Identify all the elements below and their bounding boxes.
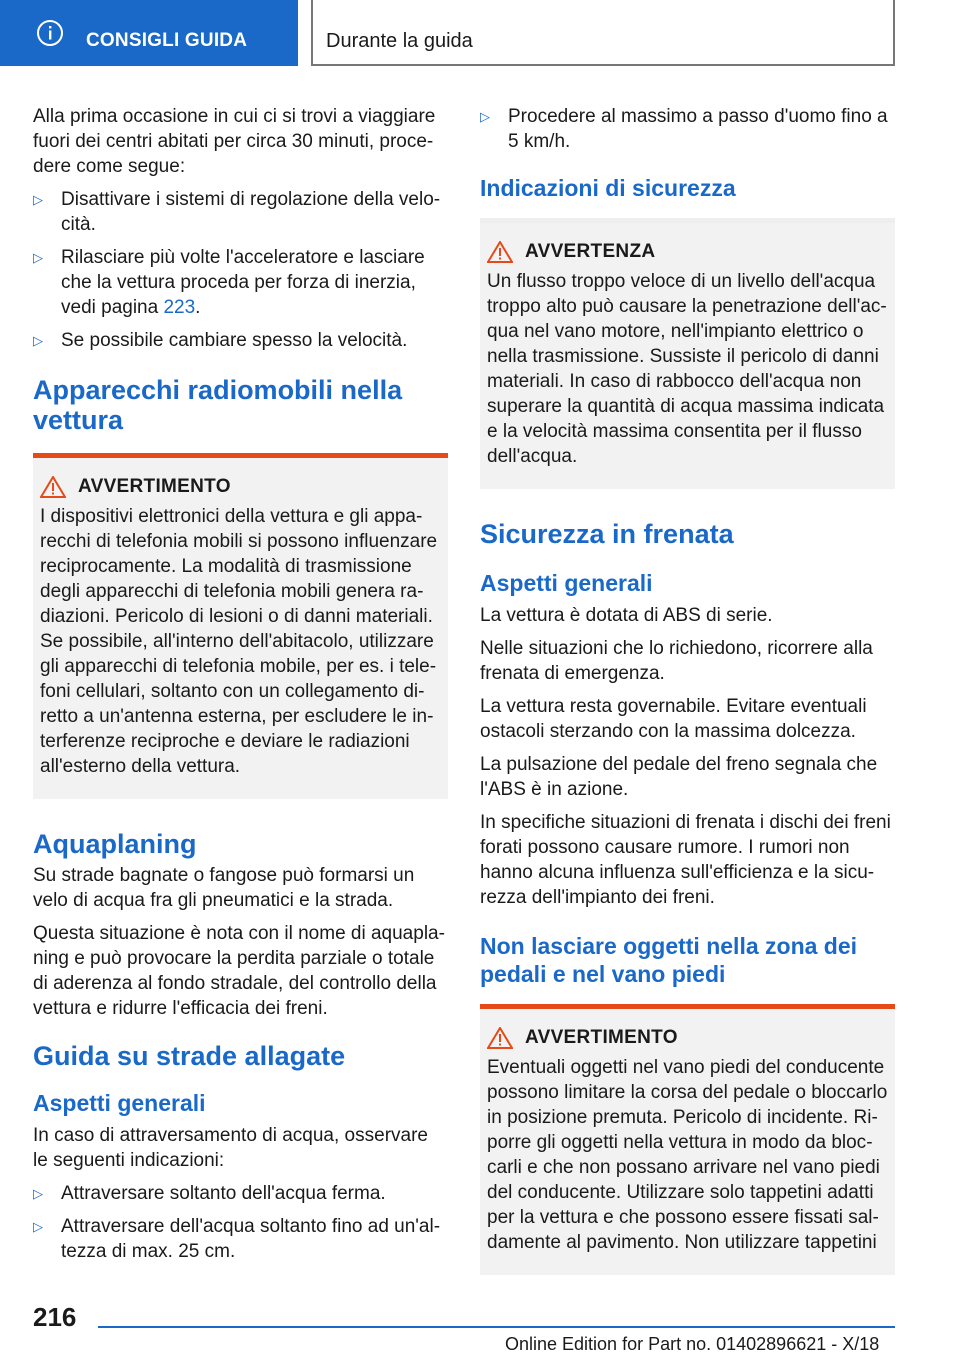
paragraph: Questa situazione è nota con il nome di aquaplaning e può provocare la perdita parziale o totale di aderenza al fondo stradale, del controllo della vettura e ridurre l'efficacia dei freni.	[33, 923, 445, 1019]
list-item: ▷ Rilasciare più volte l'acceleratore e lasciare che la vettura proceda per forza di inerzia, vedi pagina 223.	[33, 247, 425, 318]
heading-safety: Indicazioni di sicurezza	[480, 175, 736, 201]
caution-title: AVVERTENZA	[525, 241, 656, 262]
footer-rule	[98, 1326, 895, 1328]
info-icon	[37, 20, 63, 46]
heading-aquaplaning: Aquaplaning	[33, 829, 197, 859]
bullet-triangle-icon: ▷	[480, 109, 490, 124]
list-item: ▷ Disattivare i sistemi di regolazione della velocità.	[33, 189, 441, 235]
paragraph: La pulsazione del pedale del freno segnala che l'ABS è in azione.	[480, 754, 878, 800]
bullet-triangle-icon: ▷	[33, 333, 43, 348]
paragraph: La vettura è dotata di ABS di serie.	[480, 605, 773, 626]
heading-radio: Apparecchi radiomobili nella vettura	[33, 375, 403, 435]
list-item: ▷ Attraversare dell'acqua soltanto fino ad un'altezza di max. 25 cm.	[33, 1216, 441, 1262]
warning-text: I dispositivi elettronici della vettura e gli apparecchi di telefonia mobili si possono influenzare reciprocamente. La modalità di trasmissione degli apparecchi di telefonia mobili genera radiazioni. Pericolo di lesioni o di danni materiali. Se possibile, all'interno dell'abitacolo, utilizzare gli apparecchi di telefonia mobile, per es. i telefoni cellulari, soltanto con un collegamento diretto a un'antenna esterna, per escludere le interferenze reciproche e deviare le radiazioni all'esterno della vettura.	[40, 506, 438, 777]
paragraph: In caso di attraversamento di acqua, osservare le seguenti indicazioni:	[33, 1125, 428, 1171]
bullet-triangle-icon: ▷	[33, 1186, 43, 1201]
warning-text: Eventuali oggetti nel vano piedi del conducente possono limitare la corsa del pedale o bloccarlo in posizione premuta. Pericolo di incidente. Riporre gli oggetti nella vettura in modo da bloccarli e che non possano arrivare nel vano piedi del conducente. Utilizzare solo tappetini adatti per la vettura e che possono essere fissati saldamente al pavimento. Non utilizzare tappetini	[487, 1057, 888, 1253]
heading-flooded-roads: Guida su strade allagate	[33, 1041, 346, 1071]
bullet-triangle-icon: ▷	[33, 1219, 43, 1234]
header-divider-right	[893, 0, 895, 66]
paragraph: Su strade bagnate o fangose può formarsi un velo di acqua fra gli pneumatici e la strada.	[33, 865, 415, 911]
section-label: CONSIGLI GUIDA	[86, 30, 248, 51]
caution-box	[480, 218, 895, 489]
page-number: 216	[33, 1302, 77, 1332]
warning-triangle-icon	[487, 1027, 513, 1049]
intro-paragraph: Alla prima occasione in cui ci si trovi a viaggiare fuori dei centri abitati per circa 30 minuti, procedere come segue:	[33, 106, 436, 177]
bullet-triangle-icon: ▷	[33, 250, 43, 265]
subheading-general: Aspetti generali	[480, 570, 653, 596]
caution-text: Un flusso troppo veloce di un livello dell'acqua troppo alto può causare la penetrazione dell'acqua nel vano motore, nell'impianto elettrico o nella trasmissione. Sussiste il pericolo di danni materiali. In caso di rabbocco dell'acqua non superare la quantità di acqua massima indicata e la velocità massima consentita per il flusso dell'acqua.	[487, 271, 887, 467]
header-underline	[311, 64, 895, 66]
right-column	[480, 104, 895, 1275]
section-tab	[0, 0, 298, 66]
list-item: ▷ Procedere al massimo a passo d'uomo fino a 5 km/h.	[480, 106, 888, 152]
paragraph: La vettura resta governabile. Evitare eventuali ostacoli sterzando con la massima dolcezza.	[480, 696, 867, 742]
list-item: ▷ Attraversare soltanto dell'acqua ferma.	[33, 1183, 386, 1204]
bullet-triangle-icon: ▷	[33, 192, 43, 207]
left-column	[33, 104, 448, 1272]
heading-pedals: Non lasciare oggetti nella zona dei pedali e nel vano piedi	[480, 933, 858, 987]
page-title: Durante la guida	[326, 30, 473, 52]
footer-edition: Online Edition for Part no. 01402896621 - X/18	[505, 1334, 880, 1354]
subheading-general: Aspetti generali	[33, 1090, 206, 1116]
page-link[interactable]: 223	[163, 297, 196, 318]
heading-braking: Sicurezza in frenata	[480, 519, 734, 549]
header-divider	[311, 0, 313, 66]
warning-box	[33, 453, 448, 799]
warning-box	[480, 1004, 895, 1275]
warning-triangle-icon	[487, 241, 513, 263]
warning-title: AVVERTIMENTO	[525, 1027, 678, 1048]
paragraph: In specifiche situazioni di frenata i dischi dei freni forati possono causare rumore. I rumori non hanno alcuna influenza sull'efficienza e la sicurezza dell'impianto dei freni.	[480, 812, 891, 908]
warning-triangle-icon	[40, 476, 66, 498]
list-item: ▷ Se possibile cambiare spesso la velocità.	[33, 330, 408, 351]
paragraph: Nelle situazioni che lo richiedono, ricorrere alla frenata di emergenza.	[480, 638, 873, 684]
warning-title: AVVERTIMENTO	[78, 476, 231, 497]
